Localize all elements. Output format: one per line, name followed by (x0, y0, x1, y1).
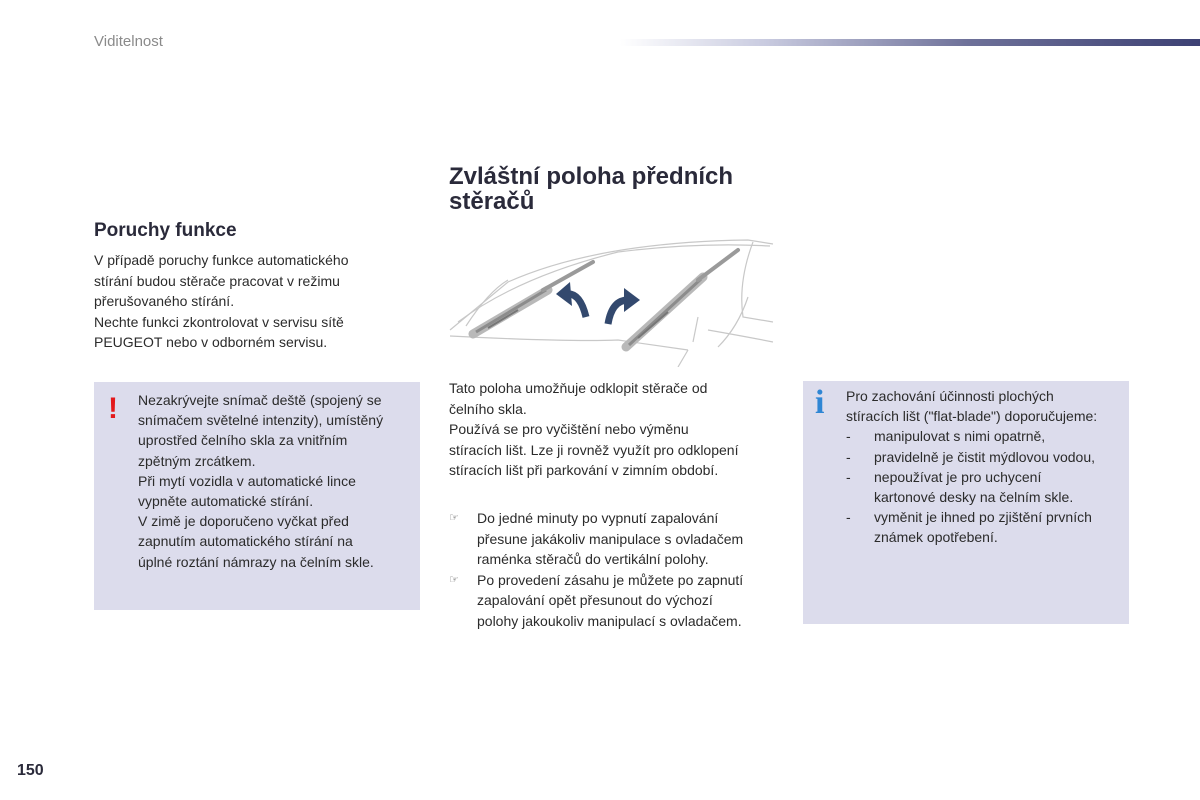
warning-line: snímačem světelné intenzity), umístěný (138, 412, 384, 429)
pointing-hand-icon: ☞ (449, 573, 459, 586)
warning-line: zpětným zrcátkem. (138, 452, 256, 469)
section-header: Viditelnost (94, 33, 163, 50)
title-line: Zvláštní poloha předních (449, 163, 734, 190)
bullet-line: polohy jakoukoliv manipulací s ovladačem. (477, 612, 742, 629)
paragraph-line: stíracích lišt. Lze ji rovněž využít pro odklopení (449, 441, 739, 458)
paragraph-line: stíracích lišt při parkování v zimním období. (449, 462, 719, 478)
paragraph-line: přerušovaného stírání. (94, 293, 235, 309)
dash-bullet: - (846, 448, 851, 465)
warning-line: uprostřed čelního skla za vnitřním (138, 432, 348, 449)
item-line: pravidelně je čistit mýdlovou vodou, (874, 448, 1096, 465)
dash-bullet: - (846, 509, 851, 526)
lift-arrow-right-icon (608, 288, 640, 324)
paragraph-line: V případě poruchy funkce automatického (94, 252, 349, 268)
page-number: 150 (17, 762, 44, 779)
exclamation-icon: ! (108, 392, 118, 425)
malfunction-paragraph (94, 250, 414, 353)
header-gradient-bar (620, 39, 1200, 46)
paragraph-line: PEUGEOT nebo v odborném servisu. (94, 334, 328, 350)
warning-line: zapnutím automatického stírání na (138, 533, 353, 550)
dash-bullet: - (846, 428, 851, 445)
page-title (449, 164, 769, 214)
malfunction-heading: Poruchy funkce (94, 220, 237, 241)
recommendation-list (846, 426, 1128, 547)
info-icon: i (815, 384, 825, 421)
list-item (846, 426, 1128, 446)
lift-arrow-left-icon (556, 282, 586, 317)
warning-line: Nezakrývejte snímač deště (spojený se (138, 392, 382, 408)
instruction-list (449, 508, 779, 631)
warning-line: Při mytí vozidla v automatické lince (138, 472, 356, 489)
info-line: stíracích lišt ("flat-blade") doporučujeme: (846, 408, 1098, 425)
paragraph-line: Používá se pro vyčištění nebo výměnu (449, 421, 689, 437)
warning-text (138, 390, 418, 572)
bullet-line: Po provedení zásahu je můžete po zapnutí (477, 571, 744, 588)
position-paragraph (449, 378, 789, 481)
warning-line: úplné roztání námrazy na čelním skle. (138, 553, 374, 570)
pointing-hand-icon: ☞ (449, 512, 459, 524)
bullet-line: raménka stěračů do vertikální polohy. (477, 551, 709, 567)
bullet-line: zapalování opět přesunout do výchozí (477, 592, 713, 608)
warning-line: V zimě je doporučeno vyčkat před (138, 513, 349, 530)
bullet-line: Do jedné minuty po vypnutí zapalování (477, 510, 719, 526)
list-item (449, 508, 779, 570)
list-item (846, 447, 1128, 467)
paragraph-line: čelního skla. (449, 400, 527, 417)
paragraph-line: stírání budou stěrače pracovat v režimu (94, 272, 340, 289)
dash-bullet: - (846, 468, 851, 485)
bullet-line: přesune jakákoliv manipulace s ovladačem (477, 530, 744, 547)
info-line: Pro zachování účinnosti plochých (846, 388, 1054, 404)
paragraph-line: Tato poloha umožňuje odklopit stěrače od (449, 380, 708, 396)
item-line: kartonové desky na čelním skle. (874, 489, 1074, 506)
title-line: stěračů (449, 188, 535, 215)
item-line: manipulovat s nimi opatrně, (874, 428, 1046, 445)
list-item (846, 467, 1128, 507)
paragraph-line: Nechte funkci zkontrolovat v servisu sítě (94, 313, 344, 330)
list-item (846, 507, 1128, 547)
list-item (449, 570, 779, 632)
info-text (846, 386, 1128, 548)
wiper-illustration (448, 222, 778, 367)
warning-line: vypněte automatické stírání. (138, 493, 314, 510)
item-line: známek opotřebení. (874, 529, 998, 546)
item-line: nepoužívat je pro uchycení (874, 468, 1042, 485)
item-line: vyměnit je ihned po zjištění prvních (874, 509, 1092, 526)
